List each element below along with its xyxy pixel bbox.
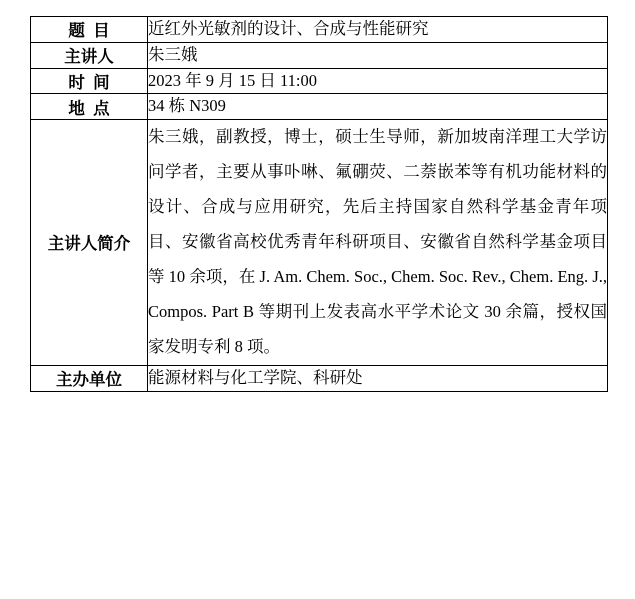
row-label-speaker — [31, 42, 148, 68]
table-row-speaker — [31, 42, 608, 68]
row-value-time: 2023 年 9 月 15 日 11:00 — [148, 68, 608, 94]
label-text: 主讲人 — [64, 47, 114, 67]
row-label-title — [31, 17, 148, 43]
table-row-time — [31, 68, 608, 94]
row-value-speaker: 朱三娥 — [148, 42, 608, 68]
row-label-time — [31, 68, 148, 94]
label-text: 主讲人简介 — [47, 234, 131, 254]
label-text: 主办单位 — [56, 370, 122, 390]
row-value-title: 近红外光敏剂的设计、合成与性能研究 — [148, 17, 608, 43]
row-label-location — [31, 94, 148, 120]
table-row-location — [31, 94, 608, 120]
seminar-info-table — [30, 16, 608, 392]
label-text: 题 目 — [68, 21, 110, 41]
row-label-organizer — [31, 365, 148, 391]
row-label-biography — [31, 120, 148, 366]
table-row-biography — [31, 120, 608, 366]
table-row-title — [31, 17, 608, 43]
row-value-organizer: 能源材料与化工学院、科研处 — [148, 365, 608, 391]
table-row-organizer — [31, 365, 608, 391]
row-value-location: 34 栋 N309 — [148, 94, 608, 120]
label-text: 时 间 — [68, 72, 110, 92]
row-value-biography — [148, 120, 608, 366]
label-text: 地 点 — [68, 98, 110, 118]
biography-text: 朱三娥，副教授，博士，硕士生导师，新加坡南洋理工大学访问学者，主要从事卟啉、氟硼荧、二萘嵌苯等有机功能材料的设计、合成与应用研究，先后主持国家自然科学基金青年项目、安徽省高校优秀青年科研项目、安徽省自然科学基金项目等 10 余项，在 J. Am. Chem. Soc., Chem. Soc. Rev., Chem. Eng. J., Compos. Part B 等期刊上发表高水平学术论文 30 余篇，授权国家发明专利 8 项。 — [148, 127, 607, 356]
